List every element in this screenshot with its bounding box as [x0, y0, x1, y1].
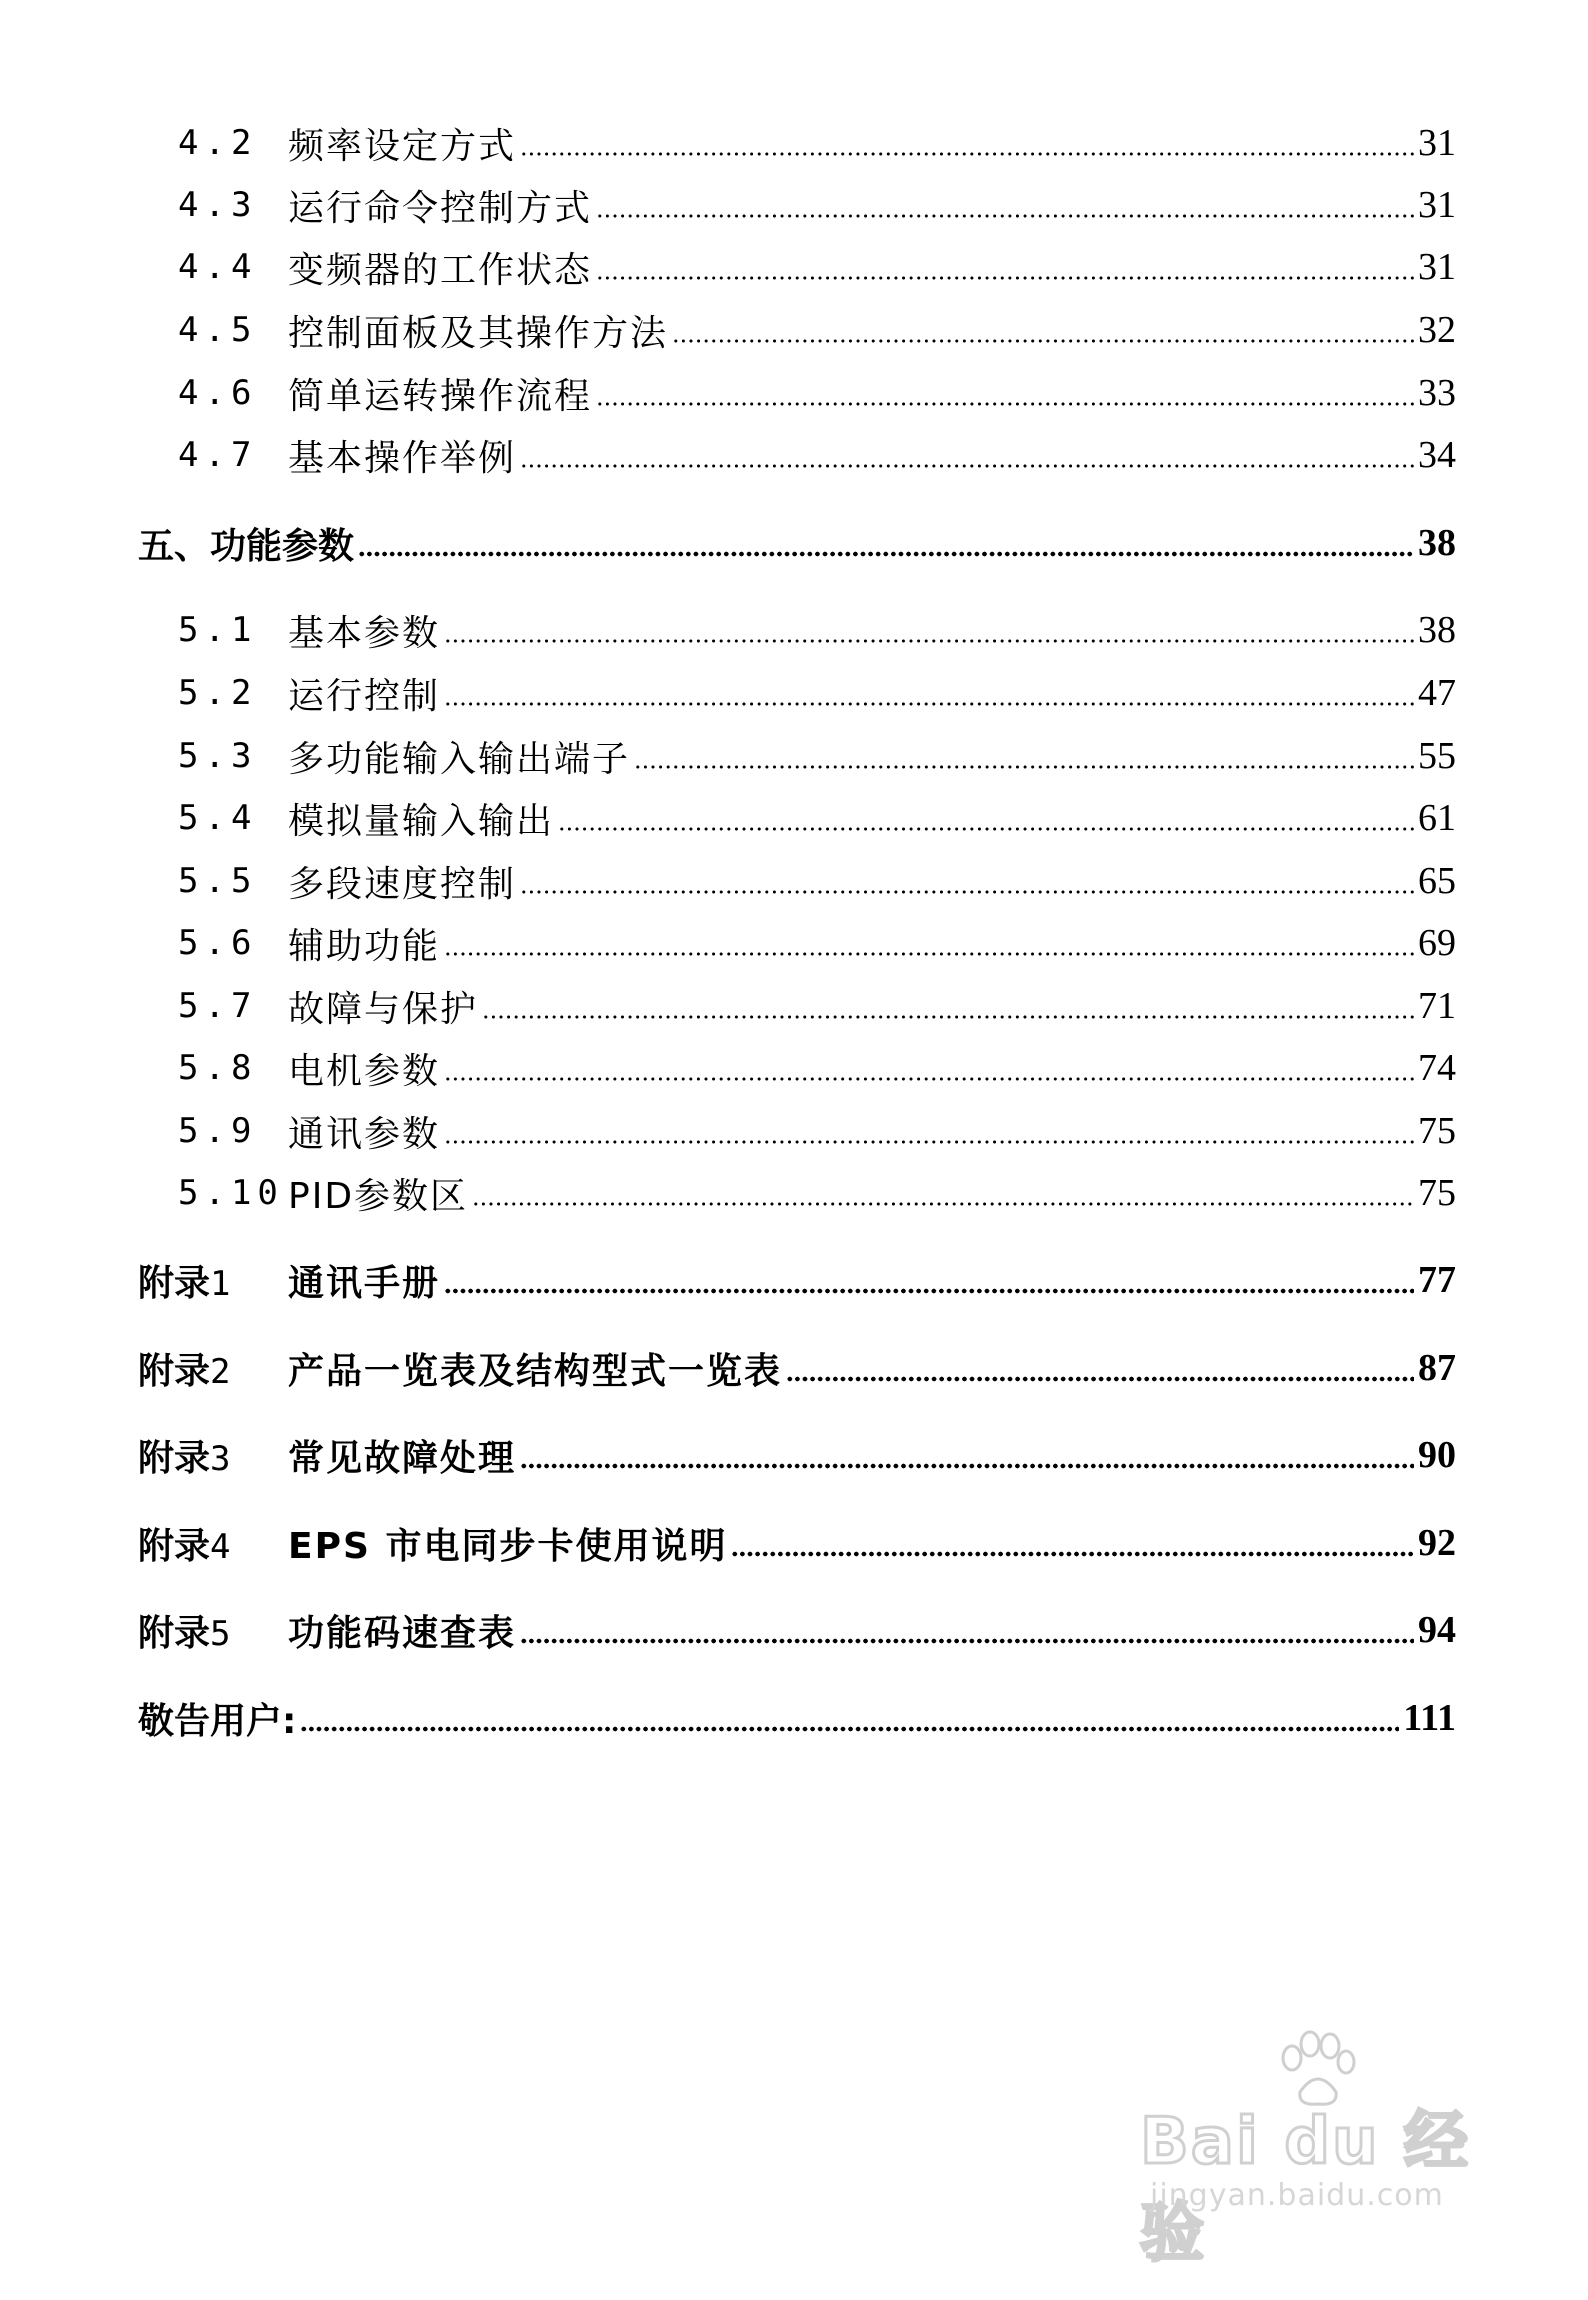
toc-entry-4-6[interactable] [138, 368, 1456, 418]
toc-chapter-5[interactable] [138, 518, 1456, 568]
toc-page-number: 34 [1418, 434, 1456, 476]
toc-title: 多功能输入输出端子 [288, 738, 631, 780]
toc-appendix-number [138, 1605, 288, 1656]
toc-title: 辅助功能 [288, 925, 441, 967]
toc-entry-4-3[interactable] [138, 180, 1456, 230]
toc-page-number: 55 [1418, 735, 1456, 777]
toc-appendix-4[interactable] [138, 1518, 1456, 1568]
toc-number: 5.10 [178, 1173, 284, 1213]
toc-page-number: 61 [1418, 797, 1456, 839]
watermark-brand: Bai du 经验 [1140, 2105, 1470, 2271]
dot-leader [558, 825, 1414, 833]
toc-number: 5.9 [178, 1111, 258, 1151]
dot-leader [444, 1287, 1414, 1295]
baidu-watermark [1140, 2030, 1500, 2271]
dot-leader [300, 1725, 1399, 1733]
toc-appendix-number [138, 1255, 288, 1306]
toc-page-number: 31 [1418, 184, 1456, 226]
toc-title: 功能码速查表 [288, 1612, 517, 1654]
appendix-prefix: 附录 [138, 1437, 211, 1479]
appendix-suffix: 4 [210, 1526, 231, 1567]
toc-page-number: 77 [1418, 1259, 1456, 1301]
toc-number: 5.3 [178, 736, 258, 776]
toc-title: 模拟量输入输出 [288, 800, 555, 842]
toc-title: 运行命令控制方式 [288, 187, 593, 229]
appendix-prefix: 附录 [138, 1525, 211, 1567]
toc-number: 4.7 [178, 435, 258, 475]
toc-number: 5.7 [178, 986, 258, 1026]
toc-page-number: 74 [1418, 1047, 1456, 1089]
toc-entry-5-3[interactable] [138, 731, 1456, 781]
toc-number: 5.4 [178, 798, 258, 838]
toc-title: 电机参数 [288, 1050, 441, 1092]
dot-leader [444, 637, 1414, 645]
toc-appendix-5[interactable] [138, 1605, 1456, 1655]
dot-leader [520, 1462, 1414, 1470]
toc-entry-5-9[interactable] [138, 1106, 1456, 1156]
toc-number: 4.4 [178, 247, 258, 287]
toc-title: 简单运转操作流程 [288, 375, 593, 417]
toc-page-number: 75 [1418, 1172, 1456, 1214]
toc-entry-5-5[interactable] [138, 856, 1456, 906]
toc-title: 运行控制 [288, 675, 441, 717]
toc-title: 常见故障处理 [288, 1437, 517, 1479]
toc-number: 4.5 [178, 310, 258, 350]
toc-page-number: 38 [1418, 609, 1456, 651]
dot-leader [444, 950, 1414, 958]
toc-page-number: 71 [1418, 985, 1456, 1027]
dot-leader [596, 400, 1414, 408]
toc-title: 产品一览表及结构型式一览表 [288, 1350, 783, 1392]
toc-page-number: 33 [1418, 372, 1456, 414]
toc-page-number: 38 [1418, 522, 1456, 564]
toc-page-number: 94 [1418, 1609, 1456, 1651]
toc-title: 故障与保护 [288, 988, 479, 1030]
toc-appendix-number [138, 1343, 288, 1394]
toc-page-number: 75 [1418, 1110, 1456, 1152]
toc-appendix-number [138, 1518, 288, 1569]
toc-title: 频率设定方式 [288, 125, 517, 167]
toc-entry-5-10[interactable] [138, 1168, 1456, 1218]
toc-number: 4.6 [178, 373, 258, 413]
toc-page-number: 31 [1418, 122, 1456, 164]
toc-page-number: 65 [1418, 860, 1456, 902]
dot-leader [358, 550, 1414, 558]
toc-appendix-number [138, 1430, 288, 1481]
toc-entry-5-8[interactable] [138, 1043, 1456, 1093]
dot-leader [672, 337, 1414, 345]
appendix-prefix: 附录 [138, 1262, 211, 1304]
toc-number: 5.6 [178, 923, 258, 963]
toc-entry-4-7[interactable] [138, 430, 1456, 480]
dot-leader [520, 888, 1414, 896]
dot-leader [634, 763, 1414, 771]
toc-title: EPS 市电同步卡使用说明 [288, 1525, 728, 1567]
toc-title: 变频器的工作状态 [288, 249, 593, 291]
toc-number: 5.5 [178, 861, 258, 901]
toc-entry-5-2[interactable] [138, 668, 1456, 718]
dot-leader [596, 212, 1414, 220]
toc-title: 基本操作举例 [288, 437, 517, 479]
appendix-prefix: 附录 [138, 1612, 211, 1654]
dot-leader [482, 1013, 1414, 1021]
toc-number: 5.1 [178, 610, 258, 650]
toc-appendix-1[interactable] [138, 1255, 1456, 1305]
toc-appendix-2[interactable] [138, 1343, 1456, 1393]
toc-chapter-title: 五、功能参数 [138, 525, 355, 567]
appendix-prefix: 附录 [138, 1350, 211, 1392]
dot-leader [444, 1138, 1414, 1146]
toc-page-number: 92 [1418, 1522, 1456, 1564]
dot-leader [520, 150, 1414, 158]
toc-page-number: 90 [1418, 1434, 1456, 1476]
toc-page-number: 87 [1418, 1347, 1456, 1389]
toc-entry-4-4[interactable] [138, 242, 1456, 292]
dot-leader [444, 700, 1414, 708]
toc-title: 多段速度控制 [288, 863, 517, 905]
toc-number: 5.8 [178, 1048, 258, 1088]
dot-leader [520, 1637, 1414, 1645]
toc-entry-5-1[interactable] [138, 605, 1456, 655]
toc-title: PID参数区 [288, 1175, 469, 1217]
dot-leader [786, 1375, 1414, 1383]
toc-entry-4-2[interactable] [138, 118, 1456, 168]
dot-leader [596, 274, 1414, 282]
toc-number: 5.2 [178, 673, 258, 713]
dot-leader [444, 1075, 1414, 1083]
toc-number: 4.3 [178, 185, 258, 225]
toc-title: 通讯参数 [288, 1113, 441, 1155]
toc-entry-5-7[interactable] [138, 981, 1456, 1031]
toc-number: 4.2 [178, 123, 258, 163]
toc-entry-4-5[interactable] [138, 305, 1456, 355]
toc-notice-to-users[interactable] [138, 1693, 1456, 1743]
toc-page-number: 69 [1418, 922, 1456, 964]
appendix-suffix: 3 [210, 1438, 231, 1479]
toc-entry-5-4[interactable] [138, 793, 1456, 843]
toc-page-number: 32 [1418, 309, 1456, 351]
toc-page-number: 31 [1418, 246, 1456, 288]
watermark-url: jingyan.baidu.com [1150, 2178, 1444, 2213]
dot-leader [731, 1550, 1414, 1558]
toc-title: 控制面板及其操作方法 [288, 312, 669, 354]
toc-page-number: 111 [1403, 1697, 1456, 1739]
toc-entry-5-6[interactable] [138, 918, 1456, 968]
appendix-suffix: 5 [210, 1613, 231, 1654]
dot-leader [472, 1200, 1414, 1208]
appendix-suffix: 1 [210, 1263, 231, 1304]
appendix-suffix: 2 [210, 1351, 231, 1392]
dot-leader [520, 462, 1414, 470]
toc-page-number: 47 [1418, 672, 1456, 714]
toc-appendix-3[interactable] [138, 1430, 1456, 1480]
toc-title: 通讯手册 [288, 1262, 441, 1304]
toc-title: 基本参数 [288, 612, 441, 654]
toc-chapter-title: 敬告用户: [138, 1700, 297, 1742]
